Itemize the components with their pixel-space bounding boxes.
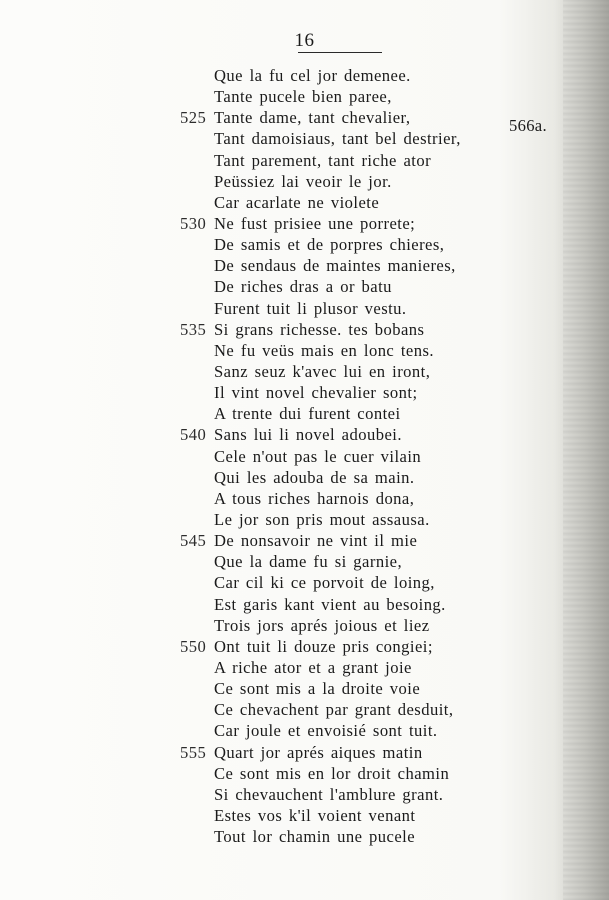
line-text: Cele n'out pas le cuer vilain: [214, 446, 422, 466]
verse-line: [0, 636, 609, 657]
line-number: 555: [180, 742, 207, 762]
line-text: De sendaus de maintes manieres,: [214, 256, 456, 276]
line-text: Que la fu cel jor demenee.: [214, 66, 411, 85]
line-text: Estes vos k'il voient venant: [214, 805, 416, 825]
line-text: Ce sont mis a la droite voie: [214, 679, 421, 699]
line-text: Si chevauchent l'amblure grant.: [214, 784, 444, 804]
verse-line: [0, 720, 609, 741]
verse-line: [0, 276, 609, 297]
line-text: Est garis kant vient au besoing.: [214, 594, 446, 614]
page-number: 16: [294, 30, 315, 51]
verse-line: [0, 65, 609, 86]
line-text: Ne fu veüs mais en lonc tens.: [214, 340, 434, 360]
verse-line: [0, 171, 609, 192]
verse-line: [0, 446, 609, 467]
line-text: A trente dui furent contei: [214, 404, 401, 424]
verse-line: [0, 699, 609, 720]
verse-line: [0, 361, 609, 382]
margin-note: 566a.: [509, 116, 547, 135]
verse-line: [0, 551, 609, 572]
line-text: Ce chevachent par grant desduit,: [214, 700, 454, 720]
verse-line: [0, 826, 609, 847]
verse-line: [0, 382, 609, 403]
verse-line: [0, 784, 609, 805]
line-text: Car joule et envoisié sont tuit.: [214, 721, 438, 741]
line-number: 540: [180, 425, 207, 445]
line-number: 525: [180, 108, 207, 128]
line-text: De samis et de porpres chieres,: [214, 235, 445, 255]
verse-line: [0, 255, 609, 276]
verse-line: [0, 657, 609, 678]
page-number-rule: [298, 52, 382, 53]
verse-line: [0, 86, 609, 107]
line-text: Sanz seuz k'avec lui en iront,: [214, 361, 431, 381]
verse-line: [0, 319, 609, 340]
line-text: Ont tuit li douze pris congiei;: [214, 636, 433, 656]
line-text: Tout lor chamin une pucele: [214, 827, 416, 847]
verse-line: [0, 530, 609, 551]
verse-line: [0, 763, 609, 784]
verse-line: [0, 742, 609, 763]
line-text: De riches dras a or batu: [214, 277, 392, 297]
verse-line: [0, 594, 609, 615]
verse-line: [0, 403, 609, 424]
verse-line: [0, 678, 609, 699]
line-text: De nonsavoir ne vint il mie: [214, 531, 418, 551]
line-text: Si grans richesse. tes bobans: [214, 319, 425, 339]
line-text: Car cil ki ce porvoit de loing,: [214, 573, 435, 593]
line-text: Tant damoisiaus, tant bel destrier,: [214, 129, 461, 149]
verse-line: [0, 572, 609, 593]
line-text: Il vint novel chevalier sont;: [214, 383, 418, 403]
line-text: Trois jors aprés joious et liez: [214, 615, 430, 635]
verse-line: [0, 467, 609, 488]
line-number: 550: [180, 636, 207, 656]
line-text: A riche ator et a grant joie: [214, 657, 412, 677]
line-text: Tant parement, tant riche ator: [214, 150, 432, 170]
line-number: 535: [180, 319, 207, 339]
line-number: 545: [180, 531, 207, 551]
verse-line: [0, 234, 609, 255]
line-number: 530: [180, 213, 207, 233]
line-text: Car acarlate ne violete: [214, 192, 380, 212]
line-text: A tous riches harnois dona,: [214, 488, 415, 508]
verse-line: [0, 488, 609, 509]
line-text: Que la dame fu si garnie,: [214, 552, 403, 572]
line-text: Furent tuit li plusor vestu.: [214, 298, 407, 318]
line-text: Peüssiez lai veoir le jor.: [214, 171, 392, 191]
verse-line: [0, 128, 609, 149]
verse-line: [0, 509, 609, 530]
line-text: Ce sont mis en lor droit chamin: [214, 763, 450, 783]
verse-line: [0, 805, 609, 826]
line-text: Sans lui li novel adoubei.: [214, 425, 402, 445]
verse-line: [0, 340, 609, 361]
line-text: Tante pucele bien paree,: [214, 87, 392, 107]
line-text: Tante dame, tant chevalier,: [214, 108, 411, 128]
line-text: Quart jor aprés aiques matin: [214, 742, 423, 762]
verse-line: [0, 213, 609, 234]
verse-line: [0, 107, 609, 128]
verse-line: [0, 298, 609, 319]
verse-line: [0, 192, 609, 213]
verse-line: [0, 615, 609, 636]
verse-line: [0, 150, 609, 171]
line-text: Ne fust prisiee une porrete;: [214, 213, 416, 233]
verse-line: [0, 424, 609, 445]
line-text: Le jor son pris mout assausa.: [214, 509, 430, 529]
line-text: Qui les adouba de sa main.: [214, 467, 415, 487]
verse-block: [0, 65, 609, 847]
